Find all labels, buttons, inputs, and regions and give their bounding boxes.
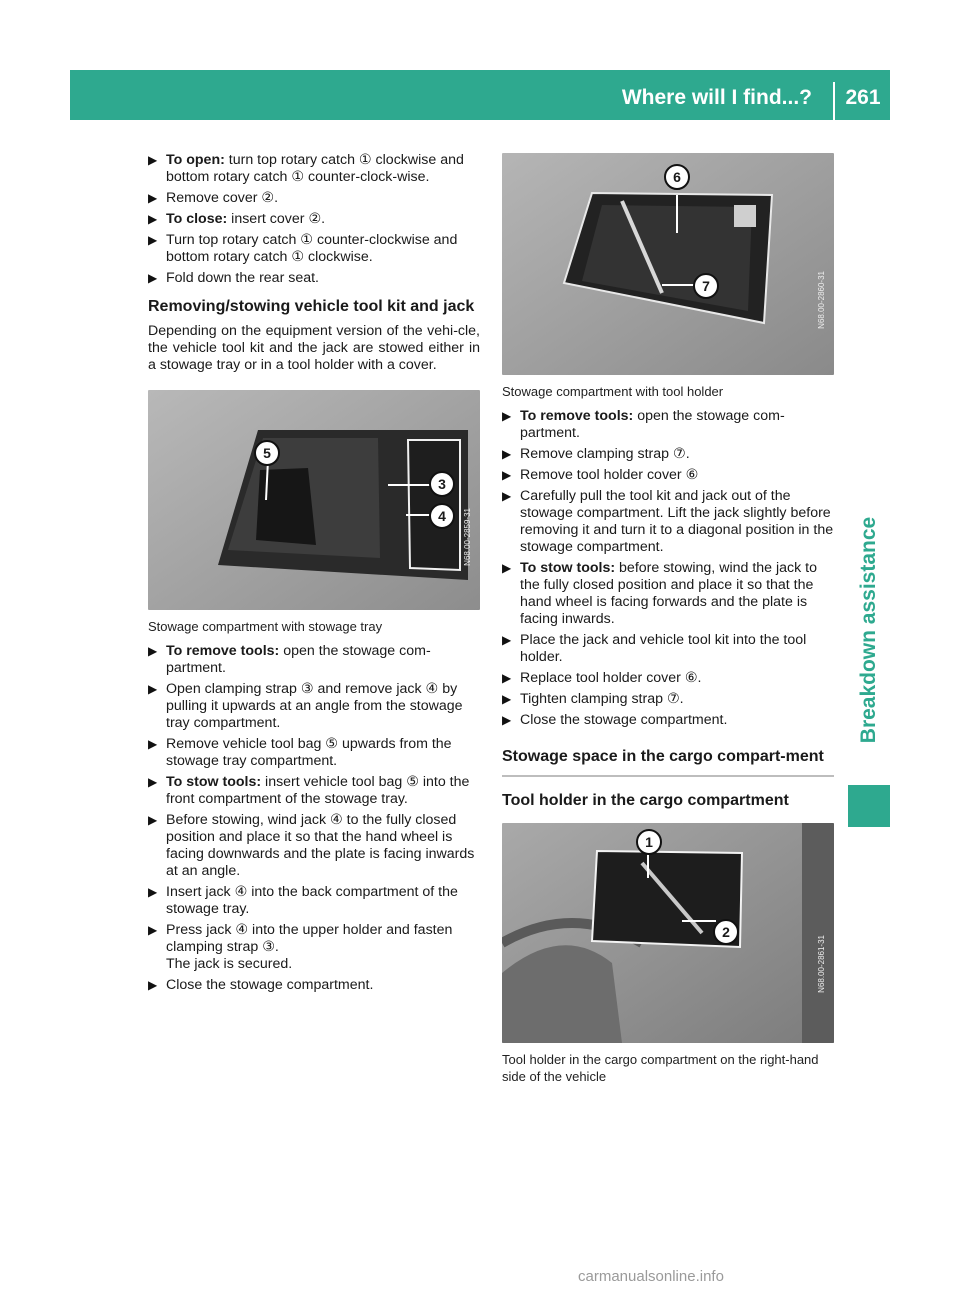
right-column [502,153,834,1093]
step-list-tray [148,643,480,994]
step-arrow-icon: ▶ [148,682,158,696]
step-arrow-icon: ▶ [148,923,158,937]
step-arrow-icon: ▶ [502,447,512,461]
step-arrow-icon: ▶ [148,813,158,827]
section-heading-cargo: Stowage space in the cargo compart-ment [502,748,824,765]
callout-2: 2 [713,919,739,945]
stowage-tray-photo [148,390,480,610]
step-item [502,488,834,556]
step-keyword: To stow tools: [166,774,262,790]
step-item [502,712,834,729]
step-text: Press jack ④ into the upper holder and fasten clamping strap ③. [166,922,453,955]
left-column [148,152,480,998]
step-arrow-icon: ▶ [502,713,512,727]
figure-caption-holder: Stowage compartment with tool holder [502,384,724,399]
step-text: Before stowing, wind jack ④ to the fully closed position and place it so that the hand wheel is facing downwards and the plate is facing inwards at an angle. [166,812,475,879]
step-arrow-icon: ▶ [502,671,512,685]
step-arrow-icon: ▶ [148,644,158,658]
step-text: Place the jack and vehicle tool kit into the tool holder. [520,632,807,665]
page-header [70,70,890,120]
step-text: Fold down the rear seat. [166,270,319,286]
step-result: The jack is secured. [166,956,293,972]
step-text: open the stowage com-partment. [166,643,431,676]
watermark: carmanualsonline.info [578,1268,724,1285]
step-item [148,681,480,732]
chapter-marker [848,785,890,827]
figure-caption-tray: Stowage compartment with stowage tray [148,619,383,634]
page-title: Where will I find...? [621,86,812,109]
step-text: insert cover ②. [227,211,326,227]
step-keyword: To stow tools: [520,560,616,576]
step-text: Remove clamping strap ⑦. [520,446,690,462]
step-item [148,736,480,770]
step-text: turn top rotary catch ① clockwise and bottom rotary catch ① counter-clock-wise. [166,152,464,185]
subheading-cargo-tool-holder: Tool holder in the cargo compartment [502,792,789,809]
step-text: Tighten clamping strap ⑦. [520,691,684,707]
step-arrow-icon: ▶ [148,153,158,167]
step-arrow-icon: ▶ [148,775,158,789]
step-text: before stowing, wind the jack to the fully closed position and place it so that the hand wheel is facing forwards and the plate is facing inwards. [520,560,817,627]
step-text: Close the stowage compartment. [520,712,728,728]
cargo-tool-holder-photo [502,823,834,1043]
step-keyword: To remove tools: [520,408,634,424]
step-text: Replace tool holder cover ⑥. [520,670,702,686]
step-item [502,670,834,687]
step-arrow-icon: ▶ [502,489,512,503]
step-item [148,812,480,880]
step-item [148,211,480,228]
header-divider [833,82,835,120]
photo-reference-id: N68.00-2859-31 [463,508,472,566]
step-item [148,190,480,207]
step-item [148,270,480,287]
step-text: Remove tool holder cover ⑥ [520,467,699,483]
chapter-tab [848,490,890,770]
step-item [502,446,834,463]
step-item [502,691,834,708]
callout-1: 1 [636,829,662,855]
page-number: 261 [845,86,881,109]
step-item [502,467,834,484]
tool-holder-photo [502,153,834,375]
step-arrow-icon: ▶ [148,233,158,247]
step-item [148,977,480,994]
step-text: Open clamping strap ③ and remove jack ④ by pulling it upwards at an angle from the stowage tray compartment. [166,681,463,731]
photo-reference-id: N68.00-2861-31 [817,935,826,993]
step-item [148,774,480,808]
step-item [502,408,834,442]
step-list-holder [502,408,834,729]
step-arrow-icon: ▶ [148,978,158,992]
step-arrow-icon: ▶ [502,633,512,647]
intro-paragraph: Depending on the equipment version of the vehi-cle, the vehicle tool kit and the jack are stowed either in a stowage tray or in a tool holder with a cover. [148,323,480,373]
step-text: Insert jack ④ into the back compartment of the stowage tray. [166,884,458,917]
section-heading-tool-kit: Removing/stowing vehicle tool kit and jack [148,298,475,315]
step-text: Remove vehicle tool bag ⑤ upwards from the stowage tray compartment. [166,736,452,769]
step-item [148,884,480,918]
step-keyword: To remove tools: [166,643,280,659]
figure-caption-cargo: Tool holder in the cargo compartment on the right-hand side of the vehicle [502,1052,819,1084]
step-item [148,232,480,266]
step-item [148,922,480,973]
step-arrow-icon: ▶ [148,885,158,899]
cargo-holder-illustration [502,823,834,1043]
callout-4: 4 [429,503,455,529]
step-arrow-icon: ▶ [502,692,512,706]
step-text: open the stowage com-partment. [520,408,785,441]
step-item [502,560,834,628]
step-arrow-icon: ▶ [502,409,512,423]
chapter-label: Breakdown assistance [857,516,880,744]
step-arrow-icon: ▶ [502,561,512,575]
step-arrow-icon: ▶ [148,737,158,751]
step-text: Turn top rotary catch ① counter-clockwise and bottom rotary catch ① clockwise. [166,232,458,265]
callout-7: 7 [693,273,719,299]
step-arrow-icon: ▶ [148,271,158,285]
step-text: Carefully pull the tool kit and jack out of the stowage compartment. Lift the jack slightly before removing it and turn it to a diagonal position in the stowage compartment. [520,488,834,555]
photo-reference-id: N68.00-2860-31 [817,271,826,329]
step-item [502,632,834,666]
callout-5: 5 [254,440,280,466]
step-list-open-close [148,152,480,287]
stowage-tray-illustration [148,390,480,610]
step-arrow-icon: ▶ [148,191,158,205]
step-item [148,152,480,186]
step-item [148,643,480,677]
step-arrow-icon: ▶ [148,212,158,226]
callout-6: 6 [664,164,690,190]
section-divider [502,775,834,777]
callout-3: 3 [429,471,455,497]
step-text: Remove cover ②. [166,190,279,206]
step-text: insert vehicle tool bag ⑤ into the front compartment of the stowage tray. [166,774,470,807]
step-text: Close the stowage compartment. [166,977,374,993]
step-keyword: To open: [166,152,225,168]
step-arrow-icon: ▶ [502,468,512,482]
step-keyword: To close: [166,211,228,227]
